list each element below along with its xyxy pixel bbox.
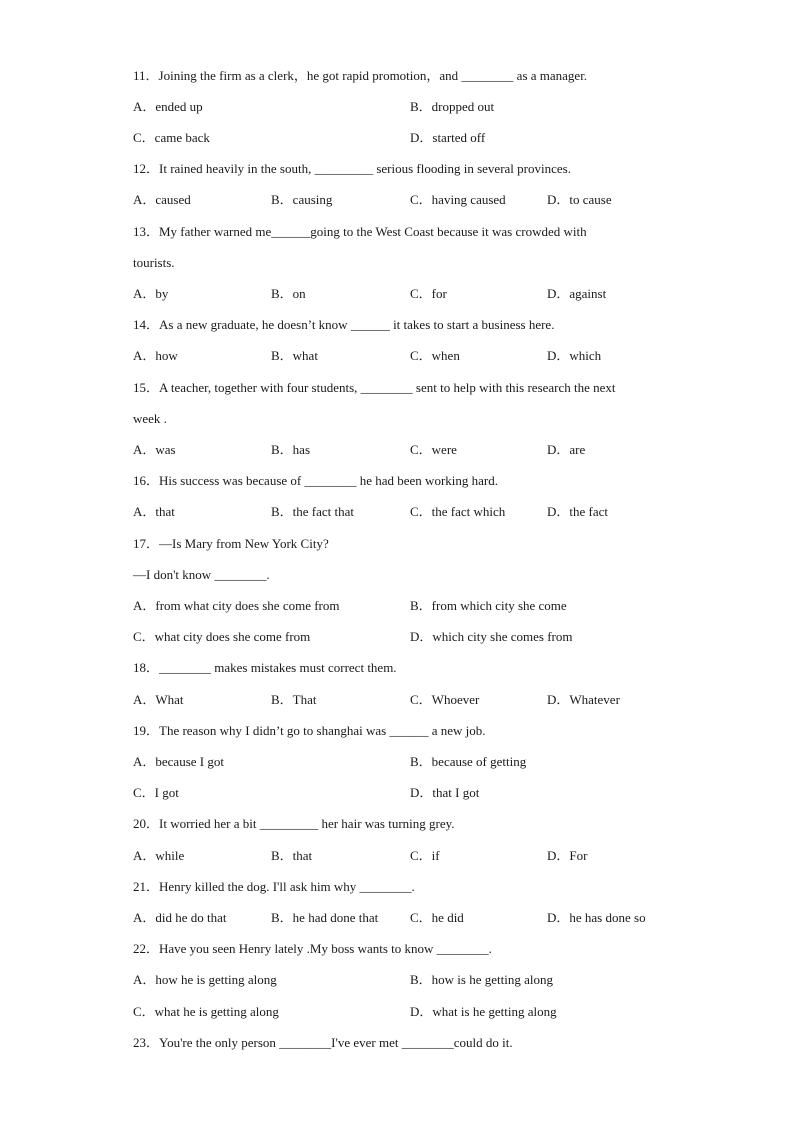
option-b: B．on (271, 286, 306, 301)
option-d: D．to cause (547, 192, 612, 207)
question-stem: 19．The reason why I didn’t go to shanghai was ______ a new job. (133, 723, 486, 738)
option-b: B．That (271, 692, 317, 707)
option-d: D．what is he getting along (410, 1004, 557, 1019)
option-a: A．how (133, 348, 178, 363)
question-stem: 15．A teacher, together with four students, ________ sent to help with this research the next (133, 380, 616, 395)
option-d: D．are (547, 442, 586, 457)
option-c: C．I got (133, 785, 179, 800)
option-d: D．he has done so (547, 910, 646, 925)
question-stem: 23．You're the only person ________I've ever met ________could do it. (133, 1035, 513, 1050)
option-d: D．which (547, 348, 602, 363)
option-c: C．what he is getting along (133, 1004, 279, 1019)
option-a: A．ended up (133, 99, 203, 114)
option-b: B．has (271, 442, 311, 457)
question-stem: 21．Henry killed the dog. I'll ask him why ________. (133, 879, 415, 894)
option-a: A．from what city does she come from (133, 598, 340, 613)
option-c: C．having caused (410, 192, 506, 207)
question-stem-continued: week . (133, 411, 167, 426)
option-a: A．was (133, 442, 176, 457)
option-d: D．started off (410, 130, 486, 145)
option-a: A．What (133, 692, 184, 707)
option-c: C．the fact which (410, 504, 506, 519)
option-b: B．how is he getting along (410, 972, 553, 987)
option-c: C．he did (410, 910, 464, 925)
question-stem: 18．________ makes mistakes must correct them. (133, 660, 397, 675)
option-c: C．Whoever (410, 692, 480, 707)
option-c: C．when (410, 348, 460, 363)
option-d: D．that I got (410, 785, 480, 800)
option-a: A．while (133, 848, 185, 863)
question-stem: 13．My father warned me______going to the West Coast because it was crowded with (133, 224, 587, 239)
option-b: B．the fact that (271, 504, 355, 519)
option-c: C．for (410, 286, 447, 301)
question-stem-continued: tourists. (133, 255, 175, 270)
question-stem: 14．As a new graduate, he doesn’t know ______ it takes to start a business here. (133, 317, 555, 332)
option-b: B．causing (271, 192, 333, 207)
option-d: D．the fact (547, 504, 609, 519)
question-stem: 22．Have you seen Henry lately .My boss wants to know ________. (133, 941, 492, 956)
question-stem: 11．Joining the firm as a clerk，he got rapid promotion，and ________ as a manager. (133, 68, 588, 83)
option-b: B．dropped out (410, 99, 495, 114)
question-stem: 12．It rained heavily in the south, _________ serious flooding in several provinces. (133, 161, 571, 176)
option-a: A．how he is getting along (133, 972, 277, 987)
option-d: D．which city she comes from (410, 629, 573, 644)
option-d: D．Whatever (547, 692, 620, 707)
question-stem-continued: —I don't know ________. (133, 567, 270, 582)
option-a: A．did he do that (133, 910, 227, 925)
option-c: C．were (410, 442, 457, 457)
option-a: A．caused (133, 192, 191, 207)
option-a: A．that (133, 504, 175, 519)
question-stem: 17．—Is Mary from New York City? (133, 536, 329, 551)
option-d: D．For (547, 848, 588, 863)
option-a: A．by (133, 286, 169, 301)
option-b: B．that (271, 848, 313, 863)
option-a: A．because I got (133, 754, 224, 769)
option-c: C．what city does she come from (133, 629, 311, 644)
question-stem: 20．It worried her a bit _________ her hair was turning grey. (133, 816, 455, 831)
option-c: C．if (410, 848, 440, 863)
option-b: B．because of getting (410, 754, 527, 769)
option-b: B．he had done that (271, 910, 379, 925)
option-d: D．against (547, 286, 607, 301)
option-b: B．what (271, 348, 318, 363)
question-stem: 16．His success was because of ________ he had been working hard. (133, 473, 498, 488)
option-b: B．from which city she come (410, 598, 567, 613)
option-c: C．came back (133, 130, 210, 145)
